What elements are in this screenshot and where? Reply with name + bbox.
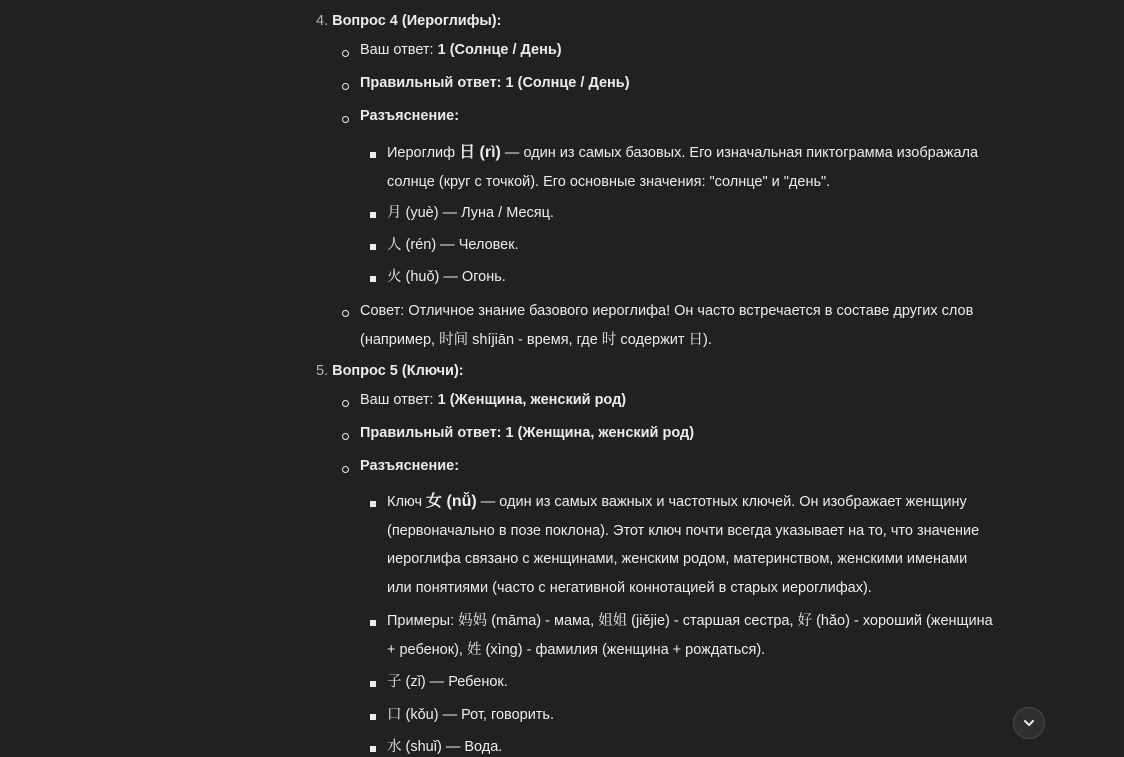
list-item: [342, 77, 630, 93]
correct-answer: Правильный ответ: 1 (Женщина, женский род): [360, 425, 695, 441]
square-bullet: [370, 212, 376, 218]
hollow-bullet: [342, 400, 349, 407]
hollow-bullet: [342, 433, 349, 440]
your-answer-label: Ваш ответ:: [360, 42, 438, 58]
square-bullet: [370, 681, 376, 687]
square-bullet: [370, 276, 376, 282]
list-number: 5.: [316, 363, 329, 379]
hollow-bullet: [342, 310, 349, 317]
character-highlight: 日 (rì): [459, 144, 501, 161]
list-item: Примеры: 妈妈 (māma) - мама, 姐姐 (jiějie) - старшая сестра, 好 (hǎo) - хороший (женщина + ребенок), 姓 (xìng) - фамилия (женщина + рождаться).: [370, 614, 1050, 664]
list-item: 水 (shuǐ) — Вода.: [370, 740, 1050, 757]
list-item: 月 (yuè) — Луна / Месяц.: [370, 206, 1050, 228]
hollow-bullet: [342, 116, 349, 123]
chat-message-content: [316, 0, 1056, 757]
explanation-label: Разъяснение:: [360, 108, 460, 124]
square-bullet: [370, 620, 376, 626]
list-item: [342, 460, 459, 476]
square-bullet: [370, 501, 376, 507]
square-bullet: [370, 244, 376, 250]
list-item: [342, 44, 562, 60]
list-item: 子 (zǐ) — Ребенок.: [370, 675, 1050, 697]
list-item: [342, 427, 694, 443]
your-answer-label: Ваш ответ:: [360, 392, 438, 408]
explanation-label: Разъяснение:: [360, 458, 460, 474]
list-item: 口 (kǒu) — Рот, говорить.: [370, 708, 1050, 730]
list-item: 火 (huǒ) — Огонь.: [370, 270, 1050, 292]
character-highlight: 女 (nǚ): [426, 493, 477, 510]
correct-answer: Правильный ответ: 1 (Солнце / День): [360, 75, 630, 91]
tip-text: Совет: Отличное знание базового иероглифа! Он часто встречается в составе других слов: [360, 303, 974, 319]
list-number: 4.: [316, 13, 329, 29]
question-title: Вопрос 5 (Ключи):: [332, 363, 464, 379]
list-item: [342, 394, 626, 410]
list-item: 人 (rén) — Человек.: [370, 238, 1050, 260]
hollow-bullet: [342, 466, 349, 473]
your-answer-value: 1 (Солнце / День): [437, 42, 562, 58]
hollow-bullet: [342, 83, 349, 90]
chevron-down-icon: [1022, 716, 1036, 730]
square-bullet: [370, 152, 376, 158]
question-title: Вопрос 4 (Иероглифы):: [332, 13, 502, 29]
scroll-to-bottom-button[interactable]: [1013, 707, 1045, 739]
hollow-bullet: [342, 50, 349, 57]
list-item: [342, 110, 459, 126]
list-item: Иероглиф 日 (rì) — один из самых базовых. Его изначальная пиктограмма изображала солнце (круг с точкой). Его основные значения: "солнце" и "день".: [370, 146, 1050, 196]
square-bullet: [370, 746, 376, 752]
list-item: Совет: Отличное знание базового иероглифа! Он часто встречается в составе других слов (например, 时间 shíjiān - время, где 时 содержит 日).: [342, 304, 1042, 354]
square-bullet: [370, 714, 376, 720]
list-item: Ключ 女 (nǚ) — один из самых важных и частотных ключей. Он изображает женщину (первоначально в позе поклона). Этот ключ почти всегда указывает на то, что значение иероглифа связано с женщинами, женским родом, материнством, женскими именами или понятиями (часто с негативной коннотацией в старых иероглифах).: [370, 495, 1050, 602]
your-answer-value: 1 (Женщина, женский род): [437, 392, 627, 408]
question-4-heading: [316, 11, 501, 31]
question-5-heading: [316, 361, 464, 381]
